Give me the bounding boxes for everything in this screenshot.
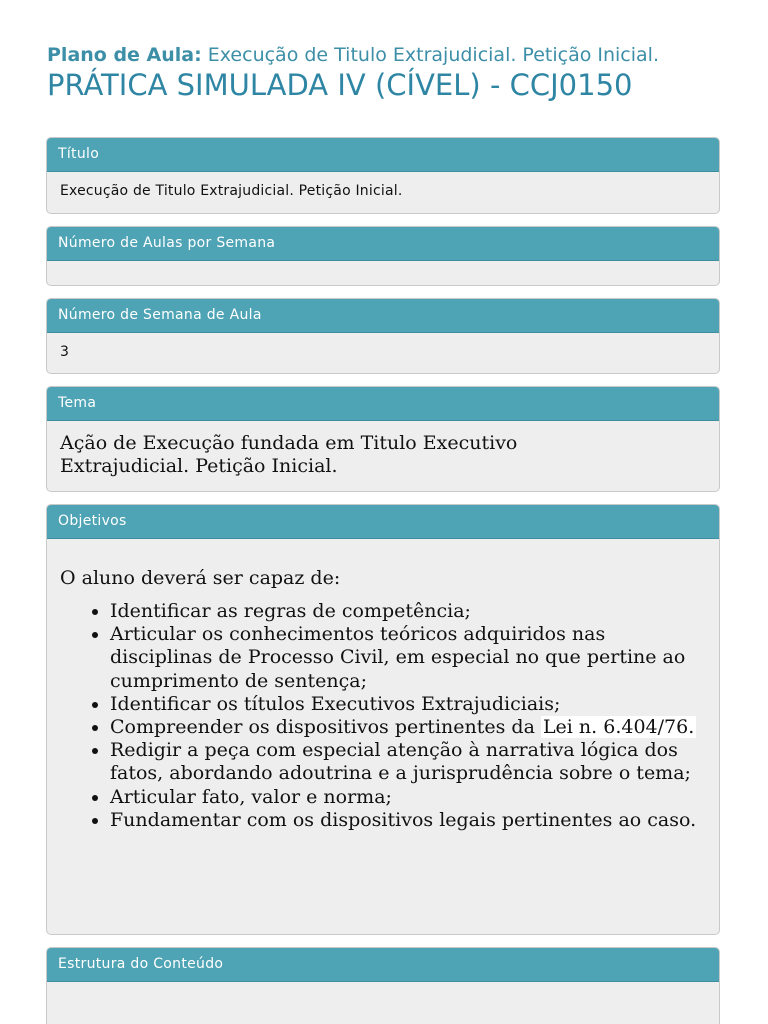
panel-semana-de-aula-value: 3 [60,344,70,360]
panel-heading: Título [47,138,719,172]
panel-heading: Número de Semana de Aula [47,299,719,333]
panel-heading: Tema [47,387,719,421]
panel-aulas-por-semana [46,226,720,286]
list-item: • Articular os conhecimentos teóricos adquiridos nas disciplinas de Processo Civil, em especial no que pertine ao cumprimento de sentença; [110,623,709,693]
page-header [47,43,737,103]
panel-titulo [46,137,720,214]
list-item: • Fundamentar com os dispositivos legais pertinentes ao caso. [110,809,709,832]
panel-estrutura-do-conteudo [46,947,720,1024]
list-item [110,716,709,739]
panel-heading: Estrutura do Conteúdo [47,948,719,982]
plano-de-aula-line [47,43,737,67]
objetivos-intro: O aluno deverá ser capaz de: [60,567,341,589]
course-title: PRÁTICA SIMULADA IV (CÍVEL) - CCJ0150 [47,68,633,102]
objetivos-list [60,600,709,832]
highlighted-law-reference: Lei n. 6.404/76. [542,716,695,739]
list-item: • Redigir a peça com especial atenção à narrativa lógica dos fatos, abordando adoutrina e a jurisprudência sobre o tema; [110,739,709,785]
plano-label: Plano de Aula: [47,44,202,66]
panel-titulo-value: Execução de Titulo Extrajudicial. Petição Inicial. [60,183,403,199]
panel-tema [46,386,720,492]
panel-semana-de-aula [46,298,720,374]
list-item: • Articular fato, valor e norma; [110,786,709,809]
plano-subject: Execução de Titulo Extrajudicial. Petição Inicial. [207,44,659,66]
panel-heading: Número de Aulas por Semana [47,227,719,261]
list-item: • Identificar os títulos Executivos Extrajudiciais; [110,693,709,716]
list-item: • Identificar as regras de competência; [110,600,709,623]
panel-heading: Objetivos [47,505,719,539]
list-item-text: Compreender os dispositivos pertinentes da [110,716,541,739]
panel-objetivos [46,504,720,935]
panel-tema-value: Ação de Execução fundada em Titulo Executivo Extrajudicial. Petição Inicial. [60,432,518,477]
